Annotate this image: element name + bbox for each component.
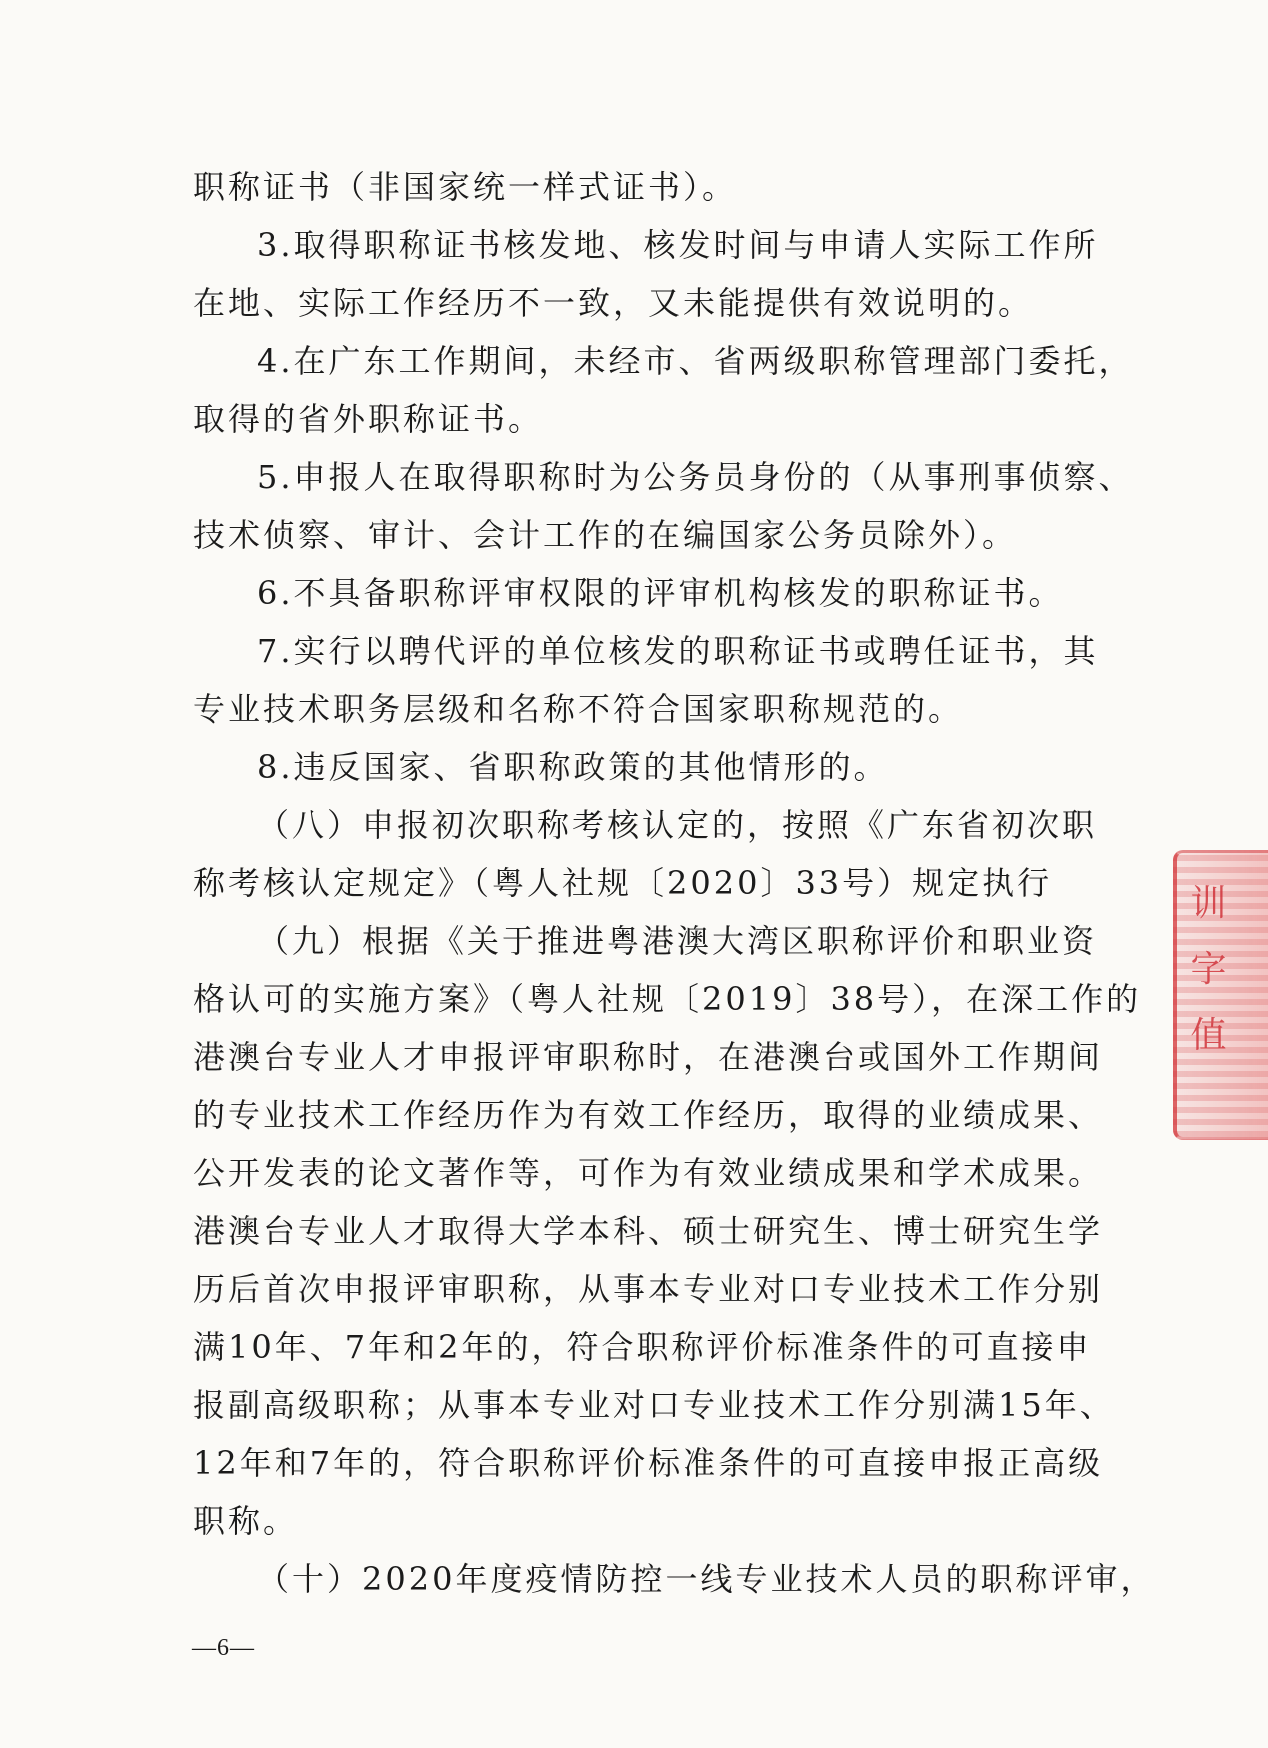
body-line: 6.不具备职称评审权限的评审机构核发的职称证书。 xyxy=(257,574,1064,612)
body-line: 公开发表的论文著作等，可作为有效业绩成果和学术成果。 xyxy=(193,1154,1104,1192)
body-line: 4.在广东工作期间，未经市、省两级职称管理部门委托， xyxy=(257,342,1134,380)
document-body xyxy=(193,158,1156,1608)
body-line: 8.违反国家、省职称政策的其他情形的。 xyxy=(257,748,889,786)
seal-character: 字 xyxy=(1190,949,1227,990)
body-line: 专业技术职务层级和名称不符合国家职称规范的。 xyxy=(193,690,964,728)
body-line: 职称。 xyxy=(193,1502,299,1540)
body-line: （九）根据《关于推进粤港澳大湾区职称评价和职业资 xyxy=(257,922,1098,960)
page-number: —6— xyxy=(192,1635,255,1661)
body-line: 报副高级职称；从事本专业对口专业技术工作分别满15年、 xyxy=(193,1386,1115,1424)
seal-character: 训 xyxy=(1190,883,1227,924)
body-line: 5.申报人在取得职称时为公务员身份的（从事刑事侦察、 xyxy=(257,458,1134,496)
body-line: （八）申报初次职称考核认定的，按照《广东省初次职 xyxy=(257,806,1098,844)
body-line: （十）2020年度疫情防控一线专业技术人员的职称评审， xyxy=(257,1560,1156,1598)
body-line: 在地、实际工作经历不一致，又未能提供有效说明的。 xyxy=(193,284,1034,322)
body-line: 的专业技术工作经历作为有效工作经历，取得的业绩成果、 xyxy=(193,1096,1104,1134)
red-seal-stamp xyxy=(1173,850,1268,1140)
body-line: 历后首次申报评审职称，从事本专业对口专业技术工作分别 xyxy=(193,1270,1104,1308)
body-line: 港澳台专业人才申报评审职称时，在港澳台或国外工作期间 xyxy=(193,1038,1104,1076)
body-line: 7.实行以聘代评的单位核发的职称证书或聘任证书，其 xyxy=(257,632,1099,670)
body-line: 3.取得职称证书核发地、核发时间与申请人实际工作所 xyxy=(257,226,1099,264)
body-line: 职称证书（非国家统一样式证书）。 xyxy=(193,168,738,206)
body-line: 取得的省外职称证书。 xyxy=(193,400,544,438)
body-line: 满10年、7年和2年的，符合职称评价标准条件的可直接申 xyxy=(193,1328,1092,1366)
body-line: 港澳台专业人才取得大学本科、硕士研究生、博士研究生学 xyxy=(193,1212,1104,1250)
body-line: 技术侦察、审计、会计工作的在编国家公务员除外）。 xyxy=(193,516,1018,554)
body-line: 12年和7年的，符合职称评价标准条件的可直接申报正高级 xyxy=(193,1444,1104,1482)
body-line: 格认可的实施方案》（粤人社规〔2019〕38号），在深工作的 xyxy=(193,980,1142,1018)
seal-character: 值 xyxy=(1190,1015,1227,1056)
body-line: 称考核认定规定》（粤人社规〔2020〕33号）规定执行 xyxy=(193,864,1053,902)
